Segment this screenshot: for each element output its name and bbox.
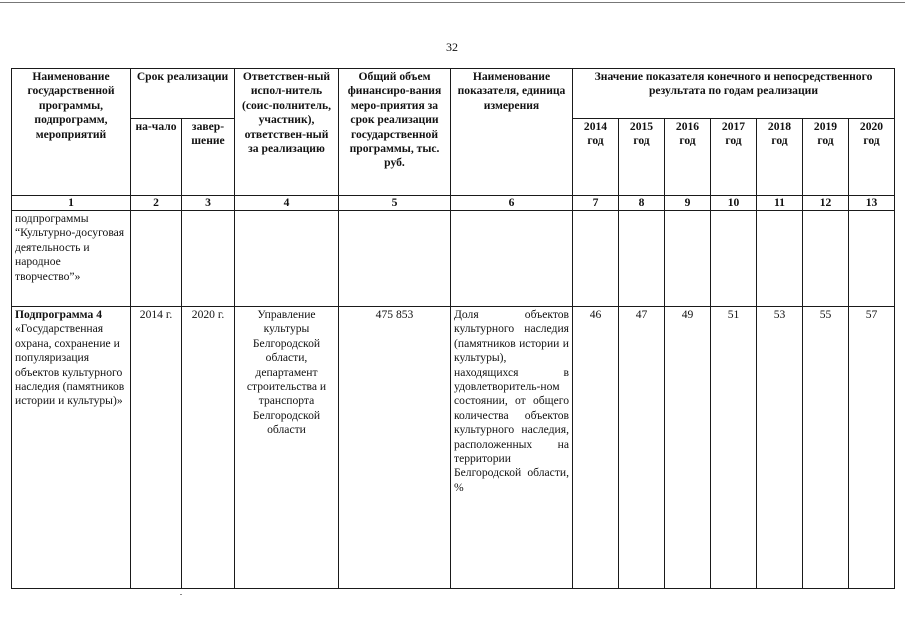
header-funding: Общий объем финансиро-вания меро-приятия за срок реализации государственной программы, тыс. руб. — [339, 69, 451, 196]
column-number: 7 — [573, 196, 619, 211]
subprogram-description: «Государственная охрана, сохранение и популяризация объектов культурного наследия (памятников истории и культуры)» — [15, 322, 125, 408]
header-year-2019: 2019 год — [803, 119, 849, 196]
funding-amount: 475 853 — [339, 307, 451, 589]
scan-dot — [180, 594, 182, 595]
value-2019: 55 — [803, 307, 849, 589]
header-term-start: на-чало — [131, 119, 182, 196]
value-2020: 57 — [849, 307, 895, 589]
indicator-name: Доля объектов культурного наследия (памятников истории и культуры), находящихся в удовлетворитель-ном состоянии, от общего количества объектов культурного наследия, расположенных на территории Белгородской области, % — [451, 307, 573, 589]
column-number: 6 — [451, 196, 573, 211]
column-number: 12 — [803, 196, 849, 211]
header-year-2018: 2018 год — [757, 119, 803, 196]
column-number: 3 — [182, 196, 235, 211]
header-row-1 — [12, 69, 895, 119]
header-year-2014: 2014 год — [573, 119, 619, 196]
table-row — [12, 211, 895, 307]
header-term: Срок реализации — [131, 69, 235, 119]
header-year-2020: 2020 год — [849, 119, 895, 196]
header-responsible: Ответствен-ный испол-нитель (соис-полнитель, участник), ответствен-ный за реализацию — [235, 69, 339, 196]
row-continuation-name: подпрограммы “Культурно-досуговая деятельность и народное творчество”» — [12, 211, 131, 307]
subprogram-name-cell — [12, 307, 131, 589]
table-row — [12, 307, 895, 589]
header-name: Наименование государственной программы, подпрограмм, мероприятий — [12, 69, 131, 196]
page-number: 32 — [446, 40, 458, 54]
header-year-2015: 2015 год — [619, 119, 665, 196]
term-end: 2020 г. — [182, 307, 235, 589]
value-2016: 49 — [665, 307, 711, 589]
value-2015: 47 — [619, 307, 665, 589]
responsible-executor: Управление культуры Белгородской области, департамент строительства и транспорта Белгородской области — [235, 307, 339, 589]
column-number: 9 — [665, 196, 711, 211]
column-number-row — [12, 196, 895, 211]
column-number: 13 — [849, 196, 895, 211]
column-number: 2 — [131, 196, 182, 211]
value-2014: 46 — [573, 307, 619, 589]
column-number: 8 — [619, 196, 665, 211]
header-indicator: Наименование показателя, единица измерения — [451, 69, 573, 196]
column-number: 11 — [757, 196, 803, 211]
header-year-2017: 2017 год — [711, 119, 757, 196]
header-values-group: Значение показателя конечного и непосредственного результата по годам реализации — [573, 69, 895, 119]
column-number: 1 — [12, 196, 131, 211]
column-number: 4 — [235, 196, 339, 211]
program-table — [11, 68, 895, 589]
subprogram-title: Подпрограмма 4 — [15, 308, 102, 321]
value-2017: 51 — [711, 307, 757, 589]
column-number: 10 — [711, 196, 757, 211]
header-term-end: завер-шение — [182, 119, 235, 196]
term-start: 2014 г. — [131, 307, 182, 589]
column-number: 5 — [339, 196, 451, 211]
value-2018: 53 — [757, 307, 803, 589]
header-year-2016: 2016 год — [665, 119, 711, 196]
top-border-line — [0, 2, 905, 3]
